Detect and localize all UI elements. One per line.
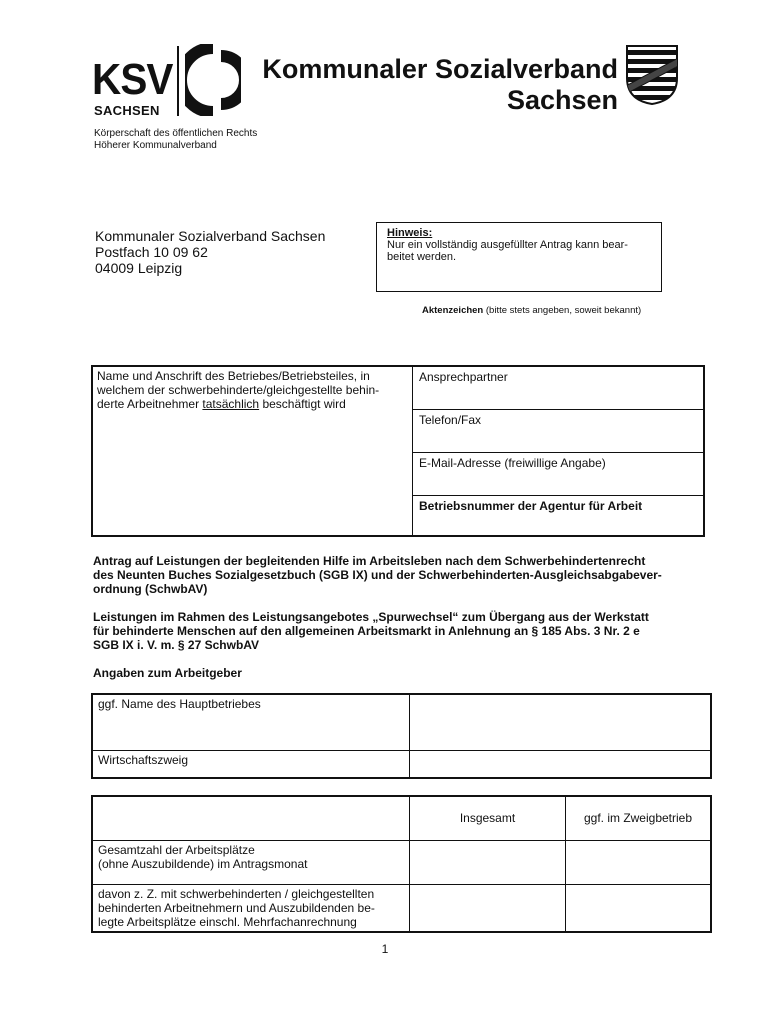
page-number: 1 bbox=[381, 942, 389, 956]
industry-input[interactable] bbox=[410, 750, 712, 778]
employer-label-line2: welchem der schwerbehinderte/gleichgestellte behin- bbox=[97, 383, 380, 397]
industry-label: Wirtschaftszweig bbox=[92, 750, 410, 778]
leistungen-line-3: SGB IX i. V. m. § 27 SchwbAV bbox=[93, 638, 260, 652]
leistungen-line-1: Leistungen im Rahmen des Leistungsangebotes „Spurwechsel“ zum Übergang aus der Werkstatt bbox=[93, 610, 649, 624]
notice-title: Hinweis: bbox=[387, 227, 433, 239]
org-subline-1: Körperschaft des öffentlichen Rechts bbox=[94, 128, 258, 139]
row2-line2: behinderten Arbeitnehmern und Auszubildenden be- bbox=[98, 900, 375, 915]
employer-label-line1: Name und Anschrift des Betriebes/Betriebsteiles, in bbox=[97, 369, 370, 383]
employer-name-address-field[interactable] bbox=[93, 367, 413, 535]
antrag-line-3: ordnung (SchwbAV) bbox=[93, 582, 208, 596]
employer-details-table bbox=[91, 693, 712, 779]
row2-line1: davon z. Z. mit schwerbehinderten / gleichgestellten bbox=[98, 886, 375, 901]
email-label: E-Mail-Adresse (freiwillige Angabe) bbox=[419, 456, 606, 470]
total-workplaces-branch-input[interactable] bbox=[566, 840, 712, 884]
logo-divider bbox=[177, 46, 179, 116]
address-line-3: 04009 Leipzig bbox=[95, 260, 183, 276]
phone-fax-label: Telefon/Fax bbox=[419, 413, 482, 427]
leistungen-line-2: für behinderte Menschen auf den allgemeinen Arbeitsmarkt in Anlehnung an § 185 Abs. 3 Nr. 2 e bbox=[93, 624, 640, 638]
section-title: Angaben zum Arbeitgeber bbox=[93, 666, 242, 680]
workplaces-table bbox=[91, 795, 712, 933]
employer-box bbox=[91, 365, 705, 537]
col-total-header: Insgesamt bbox=[410, 796, 566, 840]
org-title bbox=[240, 54, 618, 116]
antrag-line-2: des Neunten Buches Sozialgesetzbuch (SGB IX) und der Schwerbehinderten-Ausgleichsabgabever- bbox=[93, 568, 662, 582]
notice-text: Nur ein vollständig ausgefüllter Antrag kann bear-beitet werden. bbox=[387, 239, 628, 263]
total-workplaces-label bbox=[92, 840, 410, 884]
address-line-2: Postfach 10 09 62 bbox=[95, 244, 208, 260]
org-title-line2: Sachsen bbox=[506, 85, 618, 115]
ksv-logo-symbol-icon bbox=[185, 44, 241, 116]
notice-box bbox=[376, 222, 662, 292]
phone-fax-field[interactable] bbox=[413, 410, 703, 453]
antrag-heading bbox=[93, 554, 713, 596]
aktenzeichen-label: Aktenzeichen bbox=[422, 305, 484, 316]
ksv-logo-mark: KSV bbox=[92, 55, 173, 104]
disabled-workplaces-branch-input[interactable] bbox=[566, 884, 712, 932]
row1-line1: Gesamtzahl der Arbeitsplätze bbox=[98, 842, 255, 857]
workplaces-header-empty bbox=[92, 796, 410, 840]
recipient-address bbox=[95, 228, 325, 276]
disabled-workplaces-total-input[interactable] bbox=[410, 884, 566, 932]
disabled-workplaces-label bbox=[92, 884, 410, 932]
org-title-line1: Kommunaler Sozialverband bbox=[262, 54, 618, 84]
main-company-label: ggf. Name des Hauptbetriebes bbox=[92, 694, 410, 750]
betriebsnummer-field[interactable] bbox=[413, 496, 703, 535]
row2-line3: legte Arbeitsplätze einschl. Mehrfachanrechnung bbox=[98, 914, 357, 929]
row1-line2: (ohne Auszubildende) im Antragsmonat bbox=[98, 856, 308, 871]
total-workplaces-total-input[interactable] bbox=[410, 840, 566, 884]
leistungen-heading bbox=[93, 610, 713, 652]
email-field[interactable] bbox=[413, 453, 703, 496]
ksv-logo-sub: SACHSEN bbox=[94, 103, 160, 118]
main-company-input[interactable] bbox=[410, 694, 712, 750]
employer-label-line3: derte Arbeitnehmer tatsächlich beschäftigt wird bbox=[97, 397, 346, 411]
antrag-line-1: Antrag auf Leistungen der begleitenden Hilfe im Arbeitsleben nach dem Schwerbehindertenrecht bbox=[93, 554, 646, 568]
address-line-1: Kommunaler Sozialverband Sachsen bbox=[95, 228, 326, 244]
saxony-crest-icon bbox=[624, 44, 680, 106]
aktenzeichen-note: (bitte stets angeben, soweit bekannt) bbox=[485, 305, 642, 316]
betriebsnummer-label: Betriebsnummer der Agentur für Arbeit bbox=[419, 499, 643, 513]
org-subline-2: Höherer Kommunalverband bbox=[94, 140, 217, 151]
aktenzeichen-line bbox=[422, 305, 641, 316]
col-branch-header: ggf. im Zweigbetrieb bbox=[566, 796, 712, 840]
contact-person-label: Ansprechpartner bbox=[419, 370, 508, 384]
contact-person-field[interactable] bbox=[413, 367, 703, 410]
